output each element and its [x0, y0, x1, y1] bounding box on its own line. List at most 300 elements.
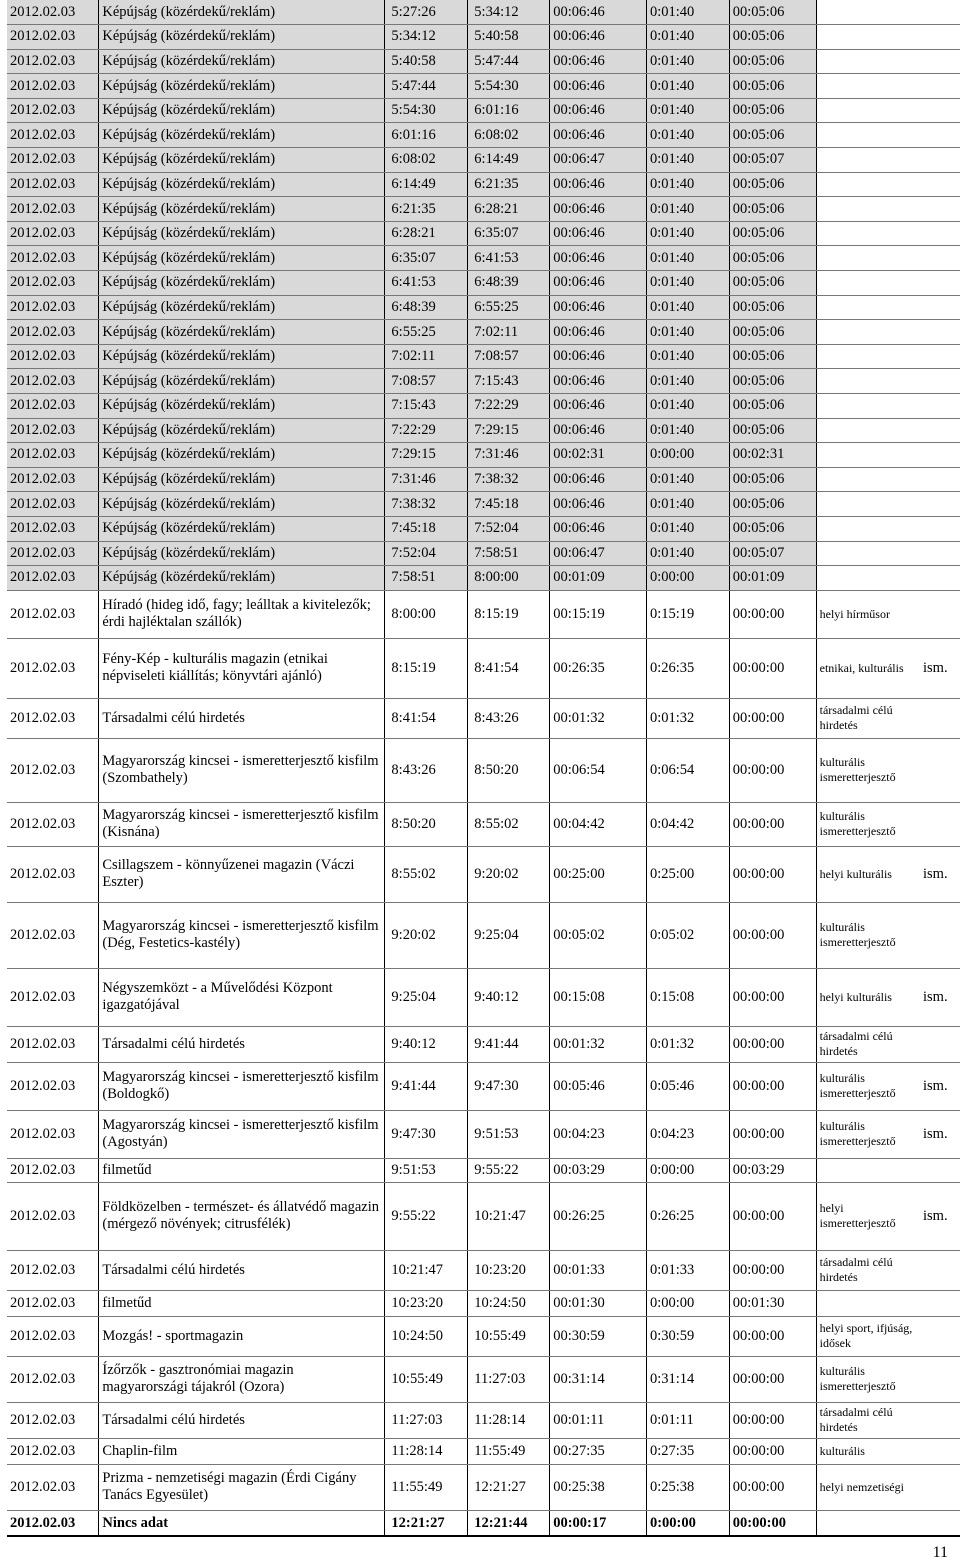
duration-cell: 00:04:23 — [550, 1110, 647, 1158]
table-row — [7, 394, 960, 419]
date-cell: 2012.02.03 — [7, 1250, 99, 1290]
program-cell: Képújság (közérdekű/reklám) — [99, 320, 385, 345]
duration-cell: 00:01:32 — [550, 698, 647, 738]
duration-cell: 00:26:35 — [550, 638, 647, 698]
genre-cell — [816, 98, 920, 123]
program-duration-cell: 0:01:32 — [646, 1026, 729, 1062]
duration-cell: 00:06:46 — [550, 271, 647, 296]
program-duration-cell: 0:01:40 — [646, 541, 729, 566]
end-time-cell: 7:58:51 — [468, 541, 550, 566]
table-row — [7, 698, 960, 738]
genre-cell: helyi hírműsor — [816, 590, 920, 638]
start-time-cell: 6:35:07 — [385, 246, 468, 271]
end-time-cell: 6:35:07 — [468, 221, 550, 246]
duration-cell: 00:00:17 — [550, 1510, 647, 1536]
duration-cell: 00:05:02 — [550, 902, 647, 968]
program-cell: Képújság (közérdekű/reklám) — [99, 443, 385, 468]
table-row — [7, 443, 960, 468]
date-cell: 2012.02.03 — [7, 1464, 99, 1510]
program-duration-cell: 0:05:02 — [646, 902, 729, 968]
duration-cell: 00:05:46 — [550, 1062, 647, 1110]
table-row — [7, 566, 960, 591]
table-row — [7, 1182, 960, 1250]
duration-cell: 00:06:46 — [550, 295, 647, 320]
program-cell: Magyarország kincsei - ismeretterjesztő kisfilm (Dég, Festetics-kastély) — [99, 902, 385, 968]
genre-cell — [816, 1510, 920, 1536]
table-row — [7, 492, 960, 517]
program-cell: Magyarország kincsei - ismeretterjesztő kisfilm (Kisnána) — [99, 802, 385, 846]
end-time-cell: 7:29:15 — [468, 418, 550, 443]
table-row — [7, 344, 960, 369]
duration-cell: 00:06:46 — [550, 394, 647, 419]
start-time-cell: 6:14:49 — [385, 172, 468, 197]
ad-duration-cell: 00:05:06 — [729, 320, 816, 345]
table-row — [7, 1356, 960, 1402]
date-cell: 2012.02.03 — [7, 443, 99, 468]
duration-cell: 00:06:46 — [550, 98, 647, 123]
program-cell: Magyarország kincsei - ismeretterjesztő kisfilm (Boldogkő) — [99, 1062, 385, 1110]
genre-cell: helyi nemzetiségi — [816, 1464, 920, 1510]
repeat-mark-cell — [920, 738, 960, 802]
genre-cell: kulturális ismeretterjesztő — [816, 738, 920, 802]
date-cell: 2012.02.03 — [7, 172, 99, 197]
repeat-mark-cell — [920, 418, 960, 443]
start-time-cell: 5:34:12 — [385, 25, 468, 50]
genre-cell — [816, 1158, 920, 1182]
genre-cell — [816, 344, 920, 369]
program-duration-cell: 0:01:40 — [646, 418, 729, 443]
ad-duration-cell: 00:03:29 — [729, 1158, 816, 1182]
start-time-cell: 7:29:15 — [385, 443, 468, 468]
repeat-mark-cell — [920, 74, 960, 99]
repeat-mark-cell — [920, 98, 960, 123]
table-row — [7, 295, 960, 320]
program-duration-cell: 0:31:14 — [646, 1356, 729, 1402]
table-row — [7, 74, 960, 99]
program-duration-cell: 0:01:40 — [646, 394, 729, 419]
start-time-cell: 7:52:04 — [385, 541, 468, 566]
program-cell: Képújság (közérdekű/reklám) — [99, 98, 385, 123]
date-cell: 2012.02.03 — [7, 1110, 99, 1158]
program-duration-cell: 0:27:35 — [646, 1438, 729, 1464]
start-time-cell: 5:54:30 — [385, 98, 468, 123]
genre-cell: társadalmi célú hirdetés — [816, 1402, 920, 1438]
program-duration-cell: 0:00:00 — [646, 1510, 729, 1536]
genre-cell: kulturális ismeretterjesztő — [816, 1356, 920, 1402]
ad-duration-cell: 00:00:00 — [729, 590, 816, 638]
start-time-cell: 8:50:20 — [385, 802, 468, 846]
repeat-mark-cell — [920, 1316, 960, 1356]
program-cell: Képújság (közérdekű/reklám) — [99, 0, 385, 25]
repeat-mark-cell — [920, 394, 960, 419]
table-row — [7, 418, 960, 443]
end-time-cell: 10:23:20 — [468, 1250, 550, 1290]
start-time-cell: 10:55:49 — [385, 1356, 468, 1402]
ad-duration-cell: 00:05:06 — [729, 394, 816, 419]
program-cell: Képújság (közérdekű/reklám) — [99, 221, 385, 246]
duration-cell: 00:06:46 — [550, 246, 647, 271]
ad-duration-cell: 00:05:07 — [729, 148, 816, 173]
genre-cell: kulturális ismeretterjesztő — [816, 902, 920, 968]
duration-cell: 00:01:30 — [550, 1290, 647, 1316]
table-row — [7, 846, 960, 902]
repeat-mark-cell — [920, 698, 960, 738]
duration-cell: 00:06:46 — [550, 123, 647, 148]
program-duration-cell: 0:01:32 — [646, 698, 729, 738]
end-time-cell: 7:31:46 — [468, 443, 550, 468]
program-cell: Földközelben - természet- és állatvédő magazin (mérgező növények; citrusfélék) — [99, 1182, 385, 1250]
ad-duration-cell: 00:05:06 — [729, 246, 816, 271]
genre-cell — [816, 148, 920, 173]
ad-duration-cell: 00:05:06 — [729, 271, 816, 296]
repeat-mark-cell: ism. — [920, 1110, 960, 1158]
start-time-cell: 7:02:11 — [385, 344, 468, 369]
end-time-cell: 5:34:12 — [468, 0, 550, 25]
program-cell: Chaplin-film — [99, 1438, 385, 1464]
ad-duration-cell: 00:00:00 — [729, 1062, 816, 1110]
duration-cell: 00:06:54 — [550, 738, 647, 802]
date-cell: 2012.02.03 — [7, 295, 99, 320]
duration-cell: 00:01:09 — [550, 566, 647, 591]
end-time-cell: 11:27:03 — [468, 1356, 550, 1402]
start-time-cell: 6:28:21 — [385, 221, 468, 246]
end-time-cell: 9:55:22 — [468, 1158, 550, 1182]
table-row — [7, 49, 960, 74]
program-duration-cell: 0:01:40 — [646, 492, 729, 517]
repeat-mark-cell — [920, 467, 960, 492]
program-duration-cell: 0:01:40 — [646, 123, 729, 148]
date-cell: 2012.02.03 — [7, 802, 99, 846]
program-cell: Képújság (közérdekű/reklám) — [99, 172, 385, 197]
program-cell: Magyarország kincsei - ismeretterjesztő kisfilm (Szombathely) — [99, 738, 385, 802]
program-duration-cell: 0:01:40 — [646, 197, 729, 222]
date-cell: 2012.02.03 — [7, 1316, 99, 1356]
genre-cell — [816, 123, 920, 148]
program-cell: Négyszemközt - a Művelődési Központ igazgatójával — [99, 968, 385, 1026]
program-cell: Képújság (közérdekű/reklám) — [99, 369, 385, 394]
genre-cell: kulturális ismeretterjesztő — [816, 802, 920, 846]
duration-cell: 00:06:46 — [550, 344, 647, 369]
ad-duration-cell: 00:05:06 — [729, 295, 816, 320]
duration-cell: 00:31:14 — [550, 1356, 647, 1402]
duration-cell: 00:06:46 — [550, 74, 647, 99]
program-duration-cell: 0:26:25 — [646, 1182, 729, 1250]
program-cell: Mozgás! - sportmagazin — [99, 1316, 385, 1356]
repeat-mark-cell — [920, 1250, 960, 1290]
table-row — [7, 369, 960, 394]
repeat-mark-cell — [920, 0, 960, 25]
start-time-cell: 7:08:57 — [385, 369, 468, 394]
program-duration-cell: 0:01:40 — [646, 516, 729, 541]
end-time-cell: 6:01:16 — [468, 98, 550, 123]
date-cell: 2012.02.03 — [7, 1438, 99, 1464]
start-time-cell: 5:27:26 — [385, 0, 468, 25]
start-time-cell: 12:21:27 — [385, 1510, 468, 1536]
program-cell: Képújság (közérdekű/reklám) — [99, 74, 385, 99]
genre-cell: helyi kulturális — [816, 968, 920, 1026]
ad-duration-cell: 00:00:00 — [729, 1250, 816, 1290]
genre-cell — [816, 541, 920, 566]
ad-duration-cell: 00:00:00 — [729, 698, 816, 738]
end-time-cell: 8:41:54 — [468, 638, 550, 698]
table-row — [7, 1402, 960, 1438]
date-cell: 2012.02.03 — [7, 516, 99, 541]
program-duration-cell: 0:00:00 — [646, 1290, 729, 1316]
end-time-cell: 5:47:44 — [468, 49, 550, 74]
ad-duration-cell: 00:00:00 — [729, 1356, 816, 1402]
program-duration-cell: 0:15:19 — [646, 590, 729, 638]
ad-duration-cell: 00:01:30 — [729, 1290, 816, 1316]
date-cell: 2012.02.03 — [7, 698, 99, 738]
duration-cell: 00:06:46 — [550, 320, 647, 345]
duration-cell: 00:06:46 — [550, 418, 647, 443]
program-duration-cell: 0:01:40 — [646, 49, 729, 74]
program-cell: Fény-Kép - kulturális magazin (etnikai népviseleti kiállítás; könyvtári ajánló) — [99, 638, 385, 698]
genre-cell: társadalmi célú hirdetés — [816, 1250, 920, 1290]
start-time-cell: 7:15:43 — [385, 394, 468, 419]
program-cell: Képújság (közérdekű/reklám) — [99, 566, 385, 591]
program-cell: Képújság (közérdekű/reklám) — [99, 197, 385, 222]
program-duration-cell: 0:01:40 — [646, 467, 729, 492]
repeat-mark-cell: ism. — [920, 968, 960, 1026]
table-row — [7, 738, 960, 802]
genre-cell — [816, 295, 920, 320]
date-cell: 2012.02.03 — [7, 638, 99, 698]
repeat-mark-cell — [920, 246, 960, 271]
table-row — [7, 902, 960, 968]
table-row — [7, 802, 960, 846]
end-time-cell: 6:08:02 — [468, 123, 550, 148]
duration-cell: 00:06:46 — [550, 25, 647, 50]
start-time-cell: 9:55:22 — [385, 1182, 468, 1250]
repeat-mark-cell — [920, 516, 960, 541]
ad-duration-cell: 00:05:06 — [729, 221, 816, 246]
end-time-cell: 6:14:49 — [468, 148, 550, 173]
duration-cell: 00:27:35 — [550, 1438, 647, 1464]
end-time-cell: 11:55:49 — [468, 1438, 550, 1464]
ad-duration-cell: 00:05:06 — [729, 418, 816, 443]
date-cell: 2012.02.03 — [7, 1158, 99, 1182]
genre-cell: helyi ismeretterjesztő — [816, 1182, 920, 1250]
end-time-cell: 5:40:58 — [468, 25, 550, 50]
end-time-cell: 7:08:57 — [468, 344, 550, 369]
genre-cell — [816, 1290, 920, 1316]
program-duration-cell: 0:01:40 — [646, 98, 729, 123]
end-time-cell: 9:51:53 — [468, 1110, 550, 1158]
duration-cell: 00:06:46 — [550, 221, 647, 246]
program-cell: Képújság (közérdekű/reklám) — [99, 394, 385, 419]
duration-cell: 00:25:00 — [550, 846, 647, 902]
start-time-cell: 8:55:02 — [385, 846, 468, 902]
genre-cell — [816, 320, 920, 345]
end-time-cell: 9:47:30 — [468, 1062, 550, 1110]
ad-duration-cell: 00:05:07 — [729, 541, 816, 566]
end-time-cell: 8:15:19 — [468, 590, 550, 638]
table-row — [7, 1062, 960, 1110]
program-duration-cell: 0:01:40 — [646, 344, 729, 369]
program-duration-cell: 0:01:40 — [646, 74, 729, 99]
ad-duration-cell: 00:05:06 — [729, 369, 816, 394]
date-cell: 2012.02.03 — [7, 369, 99, 394]
duration-cell: 00:02:31 — [550, 443, 647, 468]
date-cell: 2012.02.03 — [7, 246, 99, 271]
page-number: 11 — [932, 1544, 948, 1561]
start-time-cell: 6:41:53 — [385, 271, 468, 296]
start-time-cell: 6:55:25 — [385, 320, 468, 345]
repeat-mark-cell — [920, 802, 960, 846]
table-row — [7, 197, 960, 222]
end-time-cell: 12:21:27 — [468, 1464, 550, 1510]
genre-cell — [816, 369, 920, 394]
end-time-cell: 7:02:11 — [468, 320, 550, 345]
repeat-mark-cell — [920, 295, 960, 320]
start-time-cell: 8:43:26 — [385, 738, 468, 802]
date-cell: 2012.02.03 — [7, 467, 99, 492]
program-duration-cell: 0:25:38 — [646, 1464, 729, 1510]
table-row — [7, 148, 960, 173]
program-duration-cell: 0:01:40 — [646, 172, 729, 197]
ad-duration-cell: 00:05:06 — [729, 123, 816, 148]
start-time-cell: 6:21:35 — [385, 197, 468, 222]
end-time-cell: 8:00:00 — [468, 566, 550, 591]
program-duration-cell: 0:01:40 — [646, 0, 729, 25]
program-duration-cell: 0:01:40 — [646, 25, 729, 50]
repeat-mark-cell — [920, 902, 960, 968]
start-time-cell: 9:41:44 — [385, 1062, 468, 1110]
start-time-cell: 9:25:04 — [385, 968, 468, 1026]
repeat-mark-cell — [920, 25, 960, 50]
end-time-cell: 5:54:30 — [468, 74, 550, 99]
ad-duration-cell: 00:00:00 — [729, 1316, 816, 1356]
program-duration-cell: 0:01:40 — [646, 246, 729, 271]
start-time-cell: 6:01:16 — [385, 123, 468, 148]
date-cell: 2012.02.03 — [7, 541, 99, 566]
table-row — [7, 25, 960, 50]
date-cell: 2012.02.03 — [7, 123, 99, 148]
end-time-cell: 7:38:32 — [468, 467, 550, 492]
program-cell: Képújság (közérdekű/reklám) — [99, 467, 385, 492]
genre-cell — [816, 197, 920, 222]
program-cell: Képújság (közérdekű/reklám) — [99, 492, 385, 517]
repeat-mark-cell: ism. — [920, 1062, 960, 1110]
program-duration-cell: 0:01:11 — [646, 1402, 729, 1438]
ad-duration-cell: 00:00:00 — [729, 1026, 816, 1062]
duration-cell: 00:06:46 — [550, 49, 647, 74]
repeat-mark-cell — [920, 197, 960, 222]
date-cell: 2012.02.03 — [7, 968, 99, 1026]
date-cell: 2012.02.03 — [7, 1026, 99, 1062]
duration-cell: 00:15:08 — [550, 968, 647, 1026]
start-time-cell: 7:31:46 — [385, 467, 468, 492]
date-cell: 2012.02.03 — [7, 590, 99, 638]
date-cell: 2012.02.03 — [7, 74, 99, 99]
program-duration-cell: 0:00:00 — [646, 1158, 729, 1182]
table-row — [7, 221, 960, 246]
ad-duration-cell: 00:00:00 — [729, 1510, 816, 1536]
ad-duration-cell: 00:01:09 — [729, 566, 816, 591]
genre-cell — [816, 516, 920, 541]
ad-duration-cell: 00:00:00 — [729, 1464, 816, 1510]
ad-duration-cell: 00:00:00 — [729, 1438, 816, 1464]
duration-cell: 00:01:33 — [550, 1250, 647, 1290]
start-time-cell: 5:40:58 — [385, 49, 468, 74]
program-cell: Prizma - nemzetiségi magazin (Érdi Cigány Tanács Egyesület) — [99, 1464, 385, 1510]
repeat-mark-cell — [920, 221, 960, 246]
duration-cell: 00:01:32 — [550, 1026, 647, 1062]
program-duration-cell: 0:05:46 — [646, 1062, 729, 1110]
program-duration-cell: 0:01:40 — [646, 221, 729, 246]
date-cell: 2012.02.03 — [7, 394, 99, 419]
program-cell: filmetűd — [99, 1158, 385, 1182]
end-time-cell: 8:43:26 — [468, 698, 550, 738]
ad-duration-cell: 00:05:06 — [729, 98, 816, 123]
date-cell: 2012.02.03 — [7, 49, 99, 74]
program-cell: Képújság (közérdekű/reklám) — [99, 246, 385, 271]
schedule-body — [7, 0, 960, 1536]
date-cell: 2012.02.03 — [7, 902, 99, 968]
repeat-mark-cell — [920, 492, 960, 517]
date-cell: 2012.02.03 — [7, 344, 99, 369]
genre-cell: társadalmi célú hirdetés — [816, 698, 920, 738]
genre-cell — [816, 566, 920, 591]
end-time-cell: 10:24:50 — [468, 1290, 550, 1316]
start-time-cell: 10:23:20 — [385, 1290, 468, 1316]
repeat-mark-cell — [920, 369, 960, 394]
program-cell: Nincs adat — [99, 1510, 385, 1536]
genre-cell — [816, 172, 920, 197]
repeat-mark-cell — [920, 1026, 960, 1062]
genre-cell — [816, 492, 920, 517]
date-cell: 2012.02.03 — [7, 221, 99, 246]
program-cell: Képújság (közérdekű/reklám) — [99, 516, 385, 541]
start-time-cell: 11:55:49 — [385, 1464, 468, 1510]
repeat-mark-cell — [920, 1356, 960, 1402]
program-duration-cell: 0:04:23 — [646, 1110, 729, 1158]
table-row — [7, 1026, 960, 1062]
date-cell: 2012.02.03 — [7, 320, 99, 345]
program-cell: filmetűd — [99, 1290, 385, 1316]
duration-cell: 00:01:11 — [550, 1402, 647, 1438]
repeat-mark-cell: ism. — [920, 638, 960, 698]
repeat-mark-cell — [920, 566, 960, 591]
program-duration-cell: 0:01:33 — [646, 1250, 729, 1290]
program-cell: Képújság (közérdekű/reklám) — [99, 295, 385, 320]
program-cell: Képújság (közérdekű/reklám) — [99, 344, 385, 369]
ad-duration-cell: 00:00:00 — [729, 802, 816, 846]
program-duration-cell: 0:04:42 — [646, 802, 729, 846]
genre-cell — [816, 25, 920, 50]
program-duration-cell: 0:06:54 — [646, 738, 729, 802]
program-duration-cell: 0:26:35 — [646, 638, 729, 698]
date-cell: 2012.02.03 — [7, 98, 99, 123]
genre-cell: helyi sport, ifjúság, idősek — [816, 1316, 920, 1356]
end-time-cell: 9:41:44 — [468, 1026, 550, 1062]
program-cell: Társadalmi célú hirdetés — [99, 1250, 385, 1290]
start-time-cell: 9:51:53 — [385, 1158, 468, 1182]
end-time-cell: 12:21:44 — [468, 1510, 550, 1536]
table-row — [7, 1464, 960, 1510]
date-cell: 2012.02.03 — [7, 738, 99, 802]
repeat-mark-cell — [920, 1438, 960, 1464]
end-time-cell: 6:21:35 — [468, 172, 550, 197]
program-cell: Képújság (közérdekű/reklám) — [99, 25, 385, 50]
ad-duration-cell: 00:00:00 — [729, 738, 816, 802]
table-row — [7, 1438, 960, 1464]
repeat-mark-cell — [920, 172, 960, 197]
table-row — [7, 541, 960, 566]
start-time-cell: 10:21:47 — [385, 1250, 468, 1290]
start-time-cell: 5:47:44 — [385, 74, 468, 99]
